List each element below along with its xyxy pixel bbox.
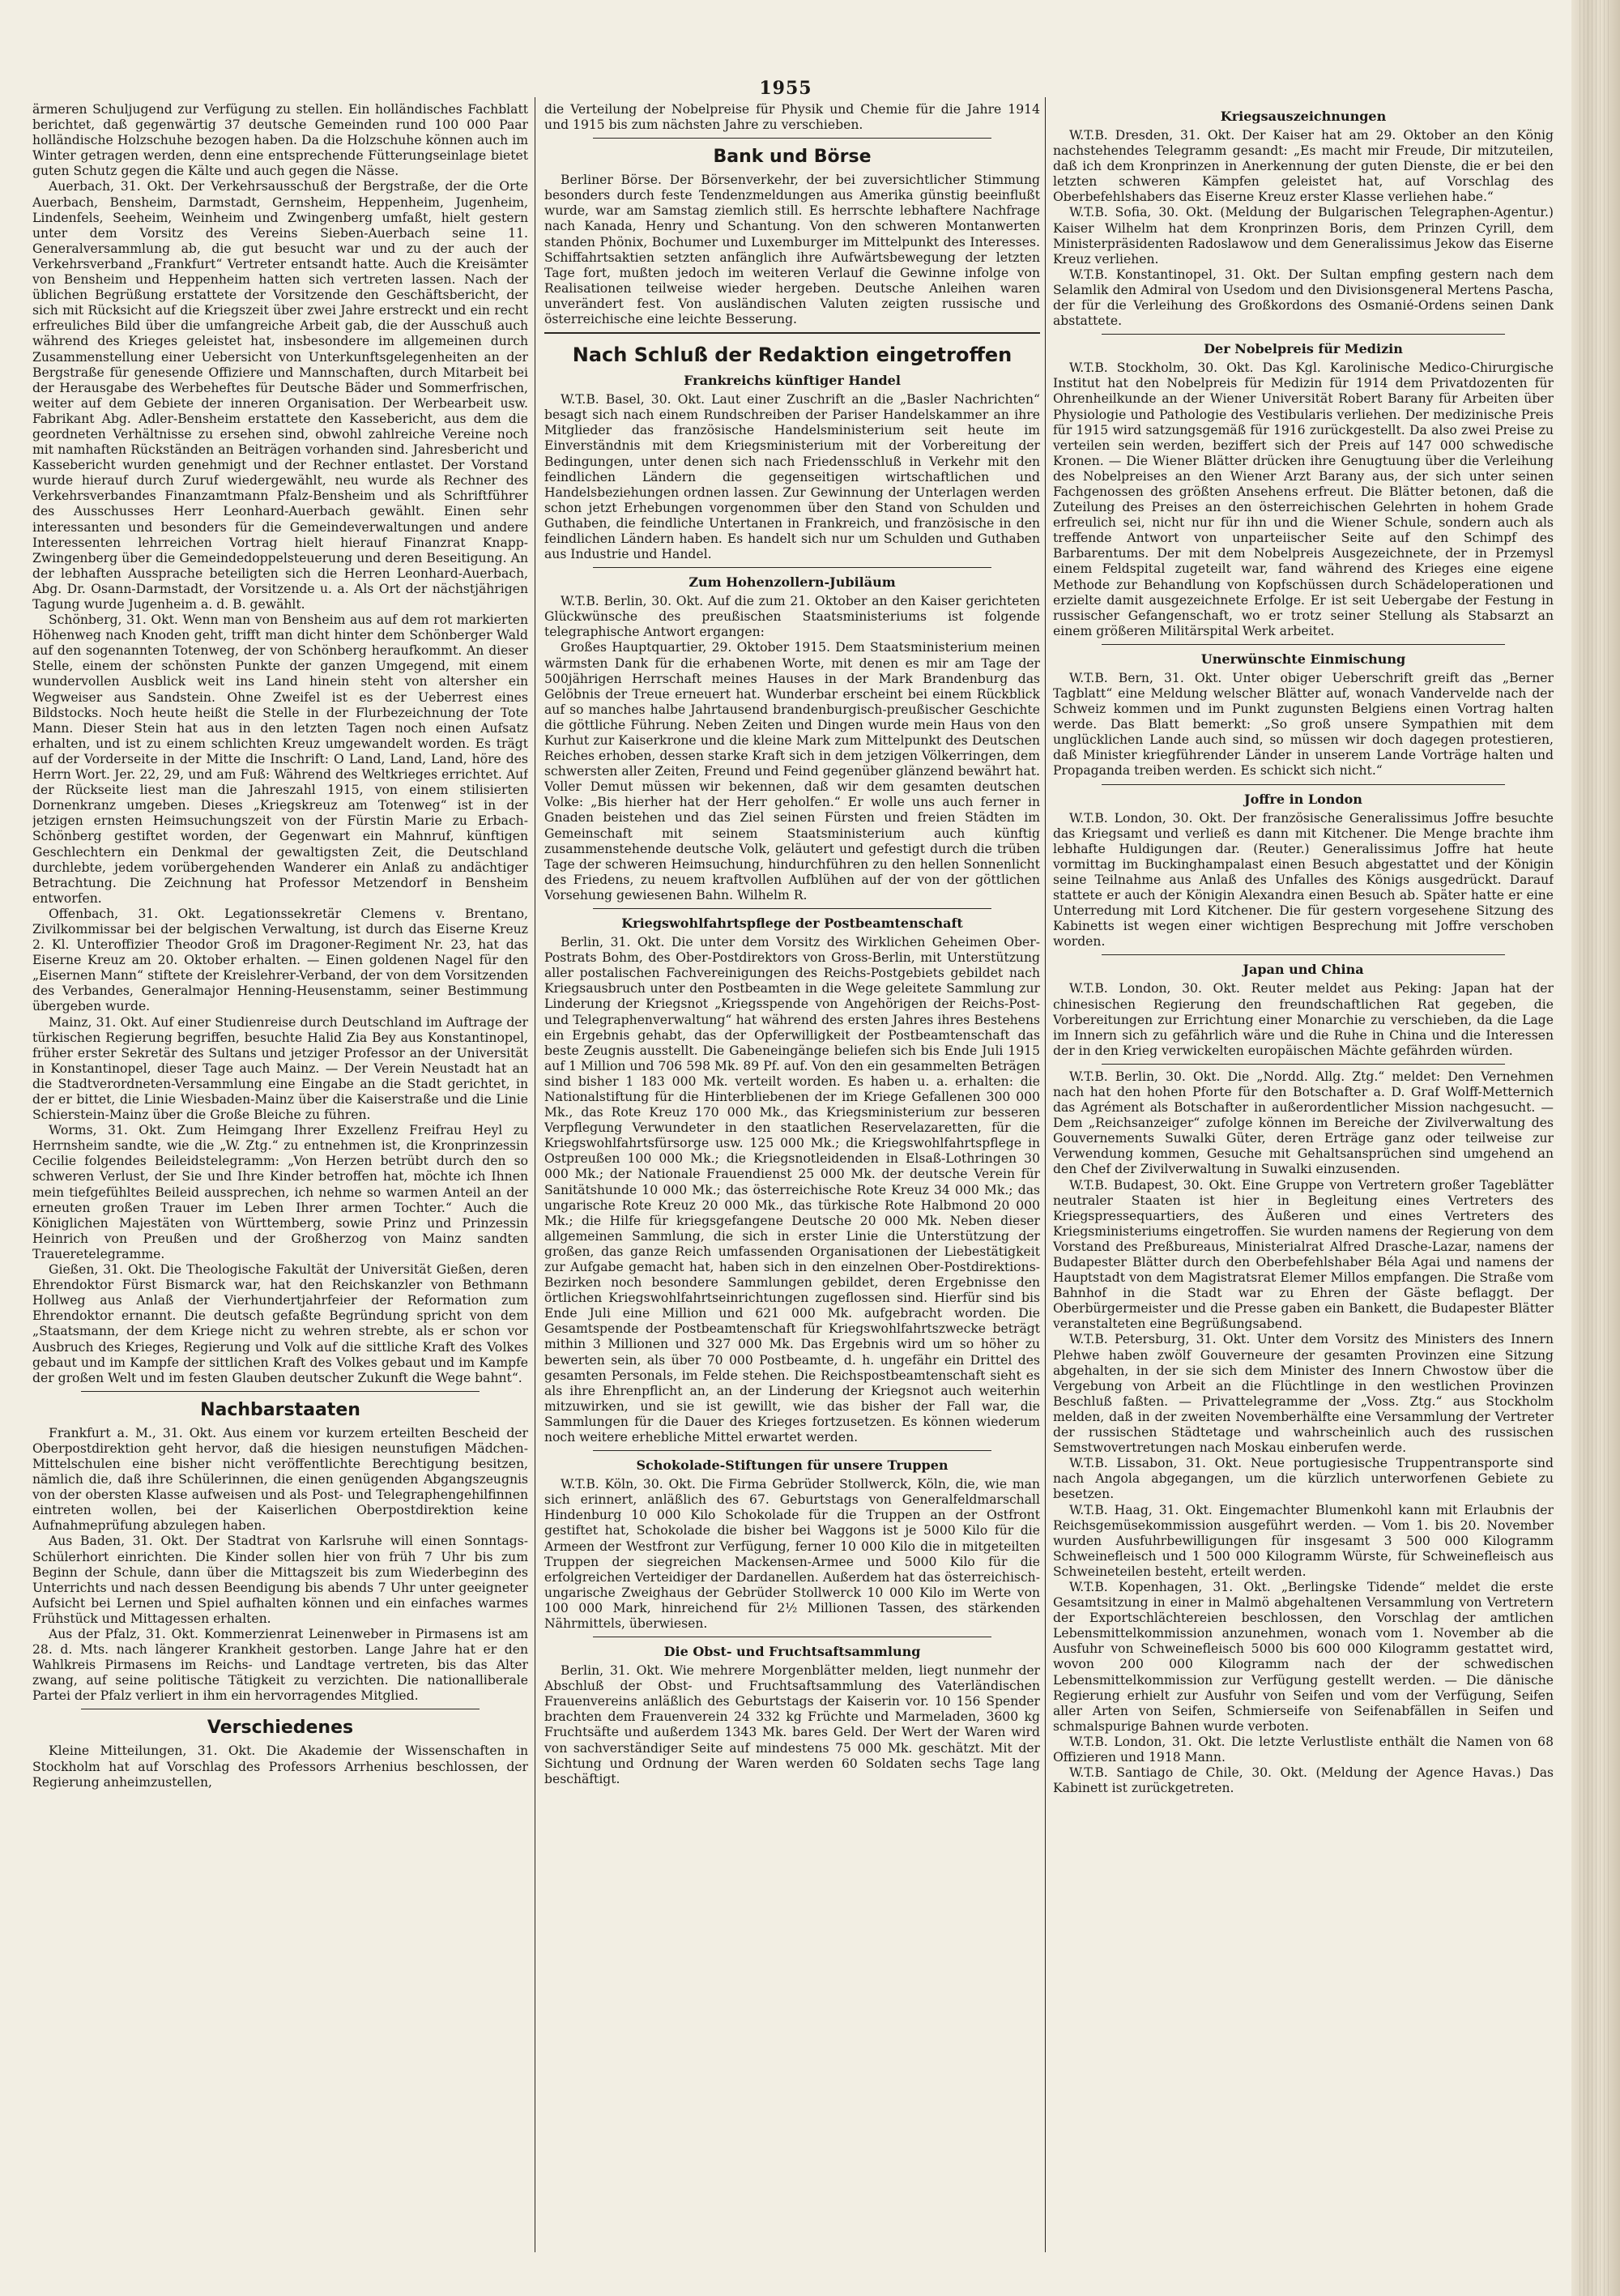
headline-nobelpreis: Der Nobelpreis für Medizin [1204,341,1403,357]
article-baden: Aus Baden, 31. Okt. Der Stadtrat von Karlsruhe will einen Sonntags-Schülerhort einrichten. Die Kinder sollen hier von früh 7 Uhr bis zum Beginn der Schule, dann über die Mittagszeit bis zum Wiederbeginn des Unterrichts und nach dessen Beendigung bis abends 7 Uhr unter geeigneter Aufsicht bei Lernen und Spiel aufhalten können und ein einfaches warmes Frühstück und Mittagessen erhalten. [32,1534,528,1626]
separator [593,908,991,909]
separator [593,138,991,139]
column-1 [32,102,528,2249]
headline-kriegswohlfahrt: Kriegswohlfahrtspflege der Postbeamtenschaft [621,915,963,932]
article-nobel-continued: die Verteilung der Nobelpreise für Physik und Chemie für die Jahre 1914 und 1915 bis zum nächsten Jahre zu verschieben. [544,102,1040,133]
article-london-joffre: W.T.B. London, 30. Okt. Der französische Generalissimus Joffre besuchte das Kriegsamt und verließ es dann mit Kitchener. Die Menge brachte ihm lebhafte Huldigungen dar. (Reuter.) Generalissimus Joffre hat heute vormittag im Buckinghampalast einen Besuch abgestattet und der Königin seine Teilnahme aus Anlaß des Unfalles des Königs ausgedrückt. Darauf stattete er auch der Königin Alexandra einen Besuch ab. Später hatte er eine Unterredung mit Lord Kitchener. Die für gestern vorgesehene Sitzung des Kabinetts ist wegen einer wichtigen Besprechung mit Joffre verschoben worden. [1053,810,1554,950]
article-haag: W.T.B. Haag, 31. Okt. Eingemachter Blumenkohl kann mit Erlaubnis der Reichsgemüsekommission ausgeführt werden. — Vom 1. bis 20. November wurden Ausfuhrbewilligungen für insgesamt 3 500 000 Kilogramm Schweinefleisch und 1 500 000 Kilogramm Würste, für Schweinefleisch aus Schweineteilen besteht, erteilt werden. [1053,1502,1554,1579]
article-mainz: Mainz, 31. Okt. Auf einer Studienreise durch Deutschland im Auftrage der türkischen Regierung begriffen, besuchte Halid Zia Bey aus Konstantinopel, früher erster Sekretär des Sultans und jetziger Professor an der Universität in Konstantinopel, dieser Tage auch Mainz. — Der Verein Neustadt hat an die Stadtverordneten-Versammlung eine Eingabe an die Stadt gerichtet, in der er bittet, die Linie Wiesbaden-Mainz über die Kaiserstraße und die Linie Schierstein-Mainz über die Große Bleiche zu führen. [32,1014,528,1123]
column-3 [1053,102,1554,2249]
section-heading-nachbarstaaten: Nachbarstaaten [200,1399,360,1420]
article-hohenzollern: W.T.B. Berlin, 30. Okt. Auf die zum 21. Oktober an den Kaiser gerichteten Glückwünsche des preußischen Staatsministeriums ist folgende telegraphische Antwort ergangen: [544,594,1040,640]
article-berliner-boerse: Berliner Börse. Der Börsenverkehr, der bei zuversichtlicher Stimmung besonders durch feste Tendenzmeldungen aus Amerika günstig beeinflußt wurde, war am Samstag ziemlich still. Es herrschte lebhaftere Nachfrage nach Kanada, Henry und Schantung. Von den schweren Montanwerten standen Phönix, Bochumer und Luxemburger im Mittelpunkt des Interesses. Schiffahrtsaktien setzten anfänglich ihre Aufwärtsbewegung der letzten Tage fort, mußten jedoch im weiteren Verlauf die Gewinne infolge von Realisationen teilweise wieder hergeben. Deutsche Anleihen waren unverändert fest. Von ausländischen Valuten zeigten russische und österreichische eine leichte Besserung. [544,173,1040,327]
section-heading-redaktion: Nach Schluß der Redaktion eingetroffen [572,344,1013,367]
headline-obst: Die Obst- und Fruchtsaftsammlung [663,1644,921,1660]
article-petersburg: W.T.B. Petersburg, 31. Okt. Unter dem Vorsitz des Ministers des Innern Plehwe haben zwölf Gouverneure der gesamten Provinzen eine Sitzung abgehalten, in der sie sich dem Minister des Innern Chwostow über die Vergebung von Arbeit an die Flüchtlinge in den westlichen Provinzen Beschluß faßten. — Privattelegramme der „Voss. Ztg.“ aus Stockholm melden, daß in der zweiten Novemberhälfte eine Versammlung der Vertreter der russischen Städtetage und wahrscheinlich auch des russischen Semstwovertretungen nach Moskau einberufen werde. [1053,1332,1554,1456]
article-schokolade: W.T.B. Köln, 30. Okt. Die Firma Gebrüder Stollwerck, Köln, die, wie man sich erinnert, anläßlich des 67. Geburtstags von Generalfeldmarschall Hindenburg 10 000 Kilo Schokolade für die Truppen an der Ostfront gestiftet hat, Schokolade die bisher bei Waggons ist je 5000 Kilo für die Armeen der Westfront zur Verfügung, ferner 10 000 Kilo die in mitgeteilten Truppen der siegreichen Mackensen-Armee und 5000 Kilo für die erfolgreichen Verteidiger der Dardanellen. Außerdem hat das österreichisch-ungarische Zweighaus der Gebrüder Stollwerck 10 000 Kilo im Werte von 100 000 Mark, hinreichend für 2½ Millionen Tassen, des stärkenden Nährmittels, überwiesen. [544,1477,1040,1631]
article-london-peking: W.T.B. London, 30. Okt. Reuter meldet aus Peking: Japan hat der chinesischen Regierung den freundschaftlichen Rat gegeben, die Vorbereitungen zur Errichtung einer Monarchie zu verschieben, da die Lage im Innern sich zu gefährlich wäre und die Ruhe in China und die Interessen der in den Krieg verwickelten europäischen Mächte gefährden würden. [1053,981,1554,1058]
article-schoenberg: Schönberg, 31. Okt. Wenn man von Bensheim aus auf dem rot markierten Höhenweg nach Knoden geht, trifft man dicht hinter dem Schönberger Wald auf den sogenannten Totenweg, der von Schönberg heraufkommt. An dieser Stelle, einem der schönsten Punkte der ganzen Umgegend, mit einem wundervollen Ausblick weit ins Land hinein steht von altersher ein Wegweiser aus Sandstein. Ohne Zweifel ist es der Ueberrest eines Bildstocks. Noch heute heißt die Stelle in der Flurbezeichnung der Tote Mann. Dieser Stein hat aus in den letzten Tagen noch einen Aufsatz erhalten, und ist zu einem schlichten Kreuz umgewandelt worden. Es trägt auf der Vorderseite in der Mitte die Inschrift: O Land, Land, Land, höre des Herrn Wort. Jer. 22, 29, und am Fuß: Während des Weltkrieges errichtet. Auf der Rückseite liest man die Jahreszahl 1915, von einem stilisierten Dornenkranz umgeben. Dieses „Kriegskreuz am Totenweg“ ist in der jetzigen ernsten Heimsuchungszeit von der Fürstin Marie zu Erbach-Schönberg gestiftet worden, der Gegenwart ein Mahnruf, künftigen Geschlechtern ein Denkmal der gewaltigsten Zeit, die Deutschland durchlebte, jedem vorübergehenden Wanderer ein Anlaß zu andächtiger Betrachtung. Die Zeichnung hat Professor Metzendorf in Bensheim entworfen. [32,612,528,906]
article-offenbach: Offenbach, 31. Okt. Legationssekretär Clemens v. Brentano, Zivilkommissar bei der belgischen Verwaltung, ist durch das Eiserne Kreuz 2. Kl. Unteroffizier Theodor Groß im Dragoner-Regiment Nr. 23, hat das Eiserne Kreuz am 20. Oktober erhalten. — Einen goldenen Nagel für den „Eisernen Mann“ stiftete der Kreislehrer-Verband, der von dem Vorsitzenden des Verbandes, Generalmajor Henning-Heusenstamm, seiner Bestimmung übergeben wurde. [32,906,528,1014]
article-auerbach: Auerbach, 31. Okt. Der Verkehrsausschuß der Bergstraße, der die Orte Auerbach, Bensheim, Darmstadt, Gernsheim, Heppenheim, Jugenheim, Lindenfels, Seeheim, Weinheim und Zwingenberg umfaßt, hielt gestern unter dem Vorsitz des Vereins Sieben-Auerbach seine 11. Generalversammlung ab, die gut besucht war und zu der auch der Verkehrsverband „Frankfurt“ Vertreter entsandt hatte. Auch die Kreisämter von Bensheim und Heppenheim hatten sich vertreten lassen. Nach der üblichen Begrüßung erstattete der Vorsitzende den Geschäftsbericht, der sich mit Rücksicht auf die Kriegszeit über zwei Jahre erstreckt und ein recht erfreuliches Bild über die umfangreiche Arbeit gab, die der Ausschuß auch während des Krieges geleistet hat, insbesondere im allgemeinen durch Zusammenstellung einer Uebersicht von Unterkunftsgelegenheiten an der Bergstraße für genesende Offiziere und Mannschaften, durch Mitarbeit bei der Herausgabe des Werbeheftes für Deutsche Bäder und Sommerfrischen, weiter auf dem Gebiete der inneren Organisation. Der Werbearbeit usw. Fabrikant Abg. Adler-Bensheim erstattete den Kassebericht, aus dem die geordneten Verhältnisse zu ersehen sind, obwohl zahlreiche Vereine noch mit namhaften Rückständen an Beiträgen vorhanden sind. Jahresbericht und Kassebericht wurden genehmigt und der Rechner entlastet. Der Vorstand wurde hierauf durch Zuruf wiedergewählt, neu wurde als Rechner des Verkehrsverbandes Finanzamtmann Pfalz-Bensheim und als Schriftführer des Ausschusses Herr Leonhard-Auerbach gewählt. Einen sehr interessanten und besonders für die Gemeindeverwaltungen und andere Interessenten lehrreichen Vortrag hielt hierauf Finanzrat Knapp-Zwingenberg über die Gemeindedoppelsteuerung und deren Beseitigung. An der lebhaften Aussprache beteiligten sich die Herren Leonhard-Auerbach, Abg. Dr. Osann-Darmstadt, der Vorsitzende u. a. Als Ort der nächstjährigen Tagung wurde Jugenheim a. d. B. gewählt. [32,179,528,612]
separator [1102,954,1505,955]
headline-frankreich: Frankreichs künftiger Handel [684,373,901,389]
article-berlin-nordd: W.T.B. Berlin, 30. Okt. Die „Nordd. Allg. Ztg.“ meldet: Den Vernehmen nach hat den hohen Pforte für den Botschafter a. D. Graf Wolff-Metternich das Agrément als Botschafter in außerordentlicher Mission nachgesucht. — Dem „Reichsanzeiger“ zufolge können im Bereiche der Zivilverwaltung des Gouvernements Suwalki Güter, deren Erträge ganz oder teilweise zur Verwendung kommen, Gesuche mit Gehaltsansprüchen sind umgehend an den Chef der Zivilverwaltung in Suwalki einzusenden. [1053,1069,1554,1177]
headline-joffre: Joffre in London [1244,791,1362,807]
separator [1102,334,1505,335]
article-obst: Berlin, 31. Okt. Wie mehrere Morgenblätter melden, liegt nunmehr der Abschluß der Obst- und Fruchtsaftsammlung des Vaterländischen Frauenvereins anläßlich des Geburtstags der Kaiserin vor. 10 156 Spender brachten dem Frauenverein 24 332 kg Früchte und Marmeladen, 3600 kg Fruchtsäfte und außerdem 1343 Mk. bares Geld. Der Wert der Waren wird von sachverständiger Seite auf mindestens 75 000 Mk. geschätzt. Mit der Sichtung und Ordnung der Waren werden 60 Soldaten sechs Tage lang beschäftigt. [544,1663,1040,1786]
column-2 [544,102,1040,2249]
section-heading-verschiedenes: Verschiedenes [207,1718,354,1739]
article-stockholm: W.T.B. Stockholm, 30. Okt. Das Kgl. Karolinische Medico-Chirurgische Institut hat den Nobelpreis für Medizin für 1914 dem Privatdozenten für Ohrenheilkunde an der Wiener Universität Robert Barany für Arbeiten über Physiologie und Pathologie des Vestibularis verliehen. Der medizinische Preis für 1915 wird satzungsgemäß für 1916 zurückgestellt. Da also zwei Preise zu verteilen sein werden, beziffert sich der Preis auf 147 000 schwedische Kronen. — Die Wiener Blätter drücken ihre Genugtuung über die Verleihung des Nobelpreises an den Wiener Arzt Barany aus, der sich unter seinen Fachgenossen des größten Ansehens erfreut. Die Blätter betonen, daß die Zuteilung des Preises an den österreichischen Gelehrten in hohem Grade erfreulich sei, nicht nur für ihn und die Wiener Schule, sondern auch als treffende Antwort von unparteiischer Seite auf den Schimpf des Barbarentums. Der mit dem Nobelpreis Ausgezeichnete, der in Przemysl einem Feldspital zugeteilt war, fand während des Krieges eine eigene Methode zur Behandlung von Kopfschüssen durch Schädeloperationen und erzielte damit ausgezeichnete Erfolge. Er ist seit Uebergabe der Festung in russischer Gefangenschaft, wo er trotz seiner Stellung als Stabsarzt an einem größeren Militärspital Werk arbeitet. [1053,361,1554,638]
page-stack-edge [1580,0,1609,2296]
separator-heavy [544,332,1040,334]
article-london-verlustliste: W.T.B. London, 31. Okt. Die letzte Verlustliste enthält die Namen von 68 Offizieren und 1918 Mann. [1053,1734,1554,1765]
article-pfalz: Aus der Pfalz, 31. Okt. Kommerzienrat Leinenweber in Pirmasens ist am 28. d. Mts. nach längerer Krankheit gestorben. Lange Jahre hat er den Wahlkreis Pirmasens im Reichs- und Landtage vertreten, bis das Alter zwang, auf seine politische Tätigkeit zu verzichten. Die nationalliberale Partei der Pfalz verliert in ihm ein hervorragendes Mitglied. [32,1627,528,1704]
article-lissabon: W.T.B. Lissabon, 31. Okt. Neue portugiesische Truppentransporte sind nach Angola abgegangen, um die kürzlich unterworfenen Gebiete zu besetzen. [1053,1456,1554,1502]
article-kleine-mitteilungen: Kleine Mitteilungen, 31. Okt. Die Akademie der Wissenschaften in Stockholm hat auf Vorschlag des Professors Arrhenius beschlossen, der Regierung anheimzustellen, [32,1743,528,1790]
headline-schokolade: Schokolade-Stiftungen für unsere Truppen [636,1457,949,1474]
headline-auszeichnungen: Kriegsauszeichnungen [1220,109,1387,124]
article-kriegswohlfahrt: Berlin, 31. Okt. Die unter dem Vorsitz des Wirklichen Geheimen Ober-Postrats Bohm, des Ober-Postdirektors von Gross-Berlin, mit Unterstützung aller postalischen Fachvereinigungen des Reichs-Postgebiets gebildet nach Kriegsausbruch unter den Postbeamten in die Wege geleitete Sammlung zur Linderung der Kriegsnot „Kriegsspende von Angehörigen der Reichs-Post- und Telegraphenverwaltung“ hat während des ersten Jahres ihres Bestehens ein Ergebnis gehabt, das der Opferwilligkeit der Postbeamtenschaft das beste Zeugnis ausstellt. Die Gabeneingänge beliefen sich bis Ende Juli 1915 auf 1 Million und 706 598 Mk. 89 Pf. auf. Von den ein gesammelten Beträgen sind bisher 1 183 000 Mk. verteilt worden. Es haben u. a. erhalten: die Nationalstiftung für die Hinterbliebenen der im Kriege Gefallenen 300 000 Mk., das Rote Kreuz 170 000 Mk., das Kriegsministerium zur besseren Verpflegung Verwundeter in den staatlichen Reservelazaretten, für die Kriegswohlfahrtsfürsorge usw. 125 000 Mk.; die Kriegswohlfahrtspflege in Ostpreußen 100 000 Mk.; die Kriegsnotleidenden in Elsaß-Lothringen 30 000 Mk.; der Nationale Frauendienst 25 000 Mk. der deutsche Verein für Sanitätshunde 10 000 Mk.; das österreichische Rote Kreuz 34 000 Mk.; das ungarische Rote Kreuz 20 000 Mk., das türkische Rote Halbmond 20 000 Mk.; die Hilfe für kriegsgefangene Deutsche 20 000 Mk. Neben dieser allgemeinen Sammlung, die sich in erster Linie die Unterstützung der großen, das ganze Reich umfassenden Organisationen der Liebestätigkeit zur Aufgabe gemacht hat, haben sich in den einzelnen Ober-Postdirektions-Bezirken noch besondere Sammlungen gebildet, deren Ergebnisse den örtlichen Kriegswohlfahrtseinrichtungen zugeflossen sind. Hierfür sind bis Ende Juli eine Million und 621 000 Mk. aufgebracht worden. Die Gesamtspende der Postbeamtenschaft für Kriegswohlfahrtszwecke beträgt mithin 3 Millionen und 327 000 Mk. Das Ergebnis wird um so höher zu bewerten sein, als über 70 000 Postbeamte, d. h. ungefähr ein Drittel des gesamten Personals, im Felde stehen. Die Reichspostbeamtenschaft sieht es als ihre Ehrenpflicht an, an der Linderung der Kriegsnot auch weiterhin mitzuwirken, und sie ist gewillt, wie das bisher der Fall war, die Sammlungen für die Dauer des Krieges fortzusetzen. Es können wiederum noch weitere erhebliche Mittel erwartet werden. [544,935,1040,1445]
column-rule-2 [1045,97,1046,2252]
headline-hohenzollern: Zum Hohenzollern-Jubiläum [688,574,896,591]
article-konstantinopel: W.T.B. Konstantinopel, 31. Okt. Der Sultan empfing gestern nach dem Selamlik den Admiral von Usedom und den Divisionsgeneral Mertens Pascha, der für die Verleihung des Großkordons des Osmanié-Ordens seinen Dank abstattete. [1053,267,1554,329]
article-frankreich: W.T.B. Basel, 30. Okt. Laut einer Zuschrift an die „Basler Nachrichten“ besagt sich nach einem Rundschreiben der Pariser Handelskammer an ihre Mitglieder das französische Handelsministerium seit heute im Einverständnis mit dem Kriegsministerium mit der Vorbereitung der Bedingungen, unter denen sich nach Friedensschluß in Verkehr mit den feindlichen Ländern die gegenseitigen wirtschaftlichen und Handelsbeziehungen ordnen lassen. Zur Gewinnung der Unterlagen werden schon jetzt Erhebungen vorgenommen über den Stand von Schulden und Guthaben, die feindliche Untertanen in Frankreich, und französische in den feindlichen Ländern haben. Es handelt sich nur um Schulden und Guthaben aus Industrie und Handel. [544,392,1040,562]
separator [593,1450,991,1451]
separator [1102,1064,1505,1065]
article-hohenzollern-telegram: Großes Hauptquartier, 29. Oktober 1915. Dem Staatsministerium meinen wärmsten Dank für die erhabenen Worte, mit denen es mir am Tage der 500jährigen Herrschaft meines Hauses in der Mark Brandenburg das Gelöbnis der Treue erneuert hat. Wunderbar erscheint bei einem Rückblick auf so manches halbe Jahrtausend brandenburgisch-preußischer Geschichte die göttliche Führung. Neben Zeiten und Dingen wurde mein Haus von den Kurhut zur Kaiserkrone und die kleine Mark zum Mittelpunkt des Deutschen Reiches erhoben, dessen starke Kraft sich in dem jetzigen Völkerringen, dem schwersten aller Zeiten, Freund und Feind gegenüber glänzend bewährt hat. Voller Demut müssen wir bekennen, daß wir dem gesamten deutschen Volke: „Bis hierher hat der Herr geholfen.“ Er wolle uns auch ferner in Gnaden beistehen und das Ziel seinen Fürsten und freien Städten im Gemeinschaft mit seinem Staatsministerium auch künftig zusammenstehende deutsche Volk, geläutert und gefestigt durch die trüben Tage der schweren Heimsuchung, hindurchführen zu den hellen Sonnenlicht des Friedens, zu neuem kraftvollen Aufblühen auf der von der göttlichen Vorsehung gewiesenen Bahn. Wilhelm R. [544,640,1040,903]
article-text: ärmeren Schuljugend zur Verfügung zu stellen. Ein holländisches Fachblatt berichtet, daß gegenwärtig 37 deutsche Gemeinden rund 100 000 Paar holländische Holzschuhe bezogen haben. Da die Holzschuhe können auch im Winter getragen werden, denn eine entsprechende Fütterungseinlage bietet guten Schutz gegen die Kälte und auch gegen die Nässe. [32,102,528,179]
article-worms: Worms, 31. Okt. Zum Heimgang Ihrer Exzellenz Freifrau Heyl zu Herrnsheim sandte, wie die „W. Ztg.“ zu entnehmen ist, die Kronprinzessin Cecilie folgendes Beileidstelegramm: „Von Herzen betrübt durch den so schweren Verlust, der Sie und Ihre Kinder betroffen hat, möchte ich Ihnen mein tiefgefühltes Beileid aussprechen, ich nehme so warmen Anteil an der erneuten großen Trauer im Leben Ihrer armen Tochter.“ Auch die Königlichen Majestäten von Württemberg, sowie Prinz und Prinzessin Heinrich von Preußen und der Großherzog von Mainz sandten Traueretelegramme. [32,1123,528,1261]
article-bern: W.T.B. Bern, 31. Okt. Unter obiger Ueberschrift greift das „Berner Tagblatt“ eine Meldung welscher Blätter auf, wonach Vandervelde nach der Schweiz kommen und im Punkt zugunsten Belgiens einen Vortrag halten werde. Das Blatt bemerkt: „So groß unsere Sympathien mit dem unglücklichen Lande auch sind, so müssen wir doch dagegen protestieren, daß Minister kriegführender Länder in unserem Lande Vorträge halten und Propaganda treiben werden. Es schickt sich nicht.“ [1053,670,1554,779]
separator [1102,644,1505,645]
article-dresden: W.T.B. Dresden, 31. Okt. Der Kaiser hat am 29. Oktober an den König nachstehendes Telegramm gesandt: „Es macht mir Freude, Dir mitzuteilen, daß ich dem Kronprinzen in Anerkennung der guten Dienste, die er bei den letzten schweren Kämpfen geleistet hat, auf Vorschlag des Oberbefehlshabers das Eiserne Kreuz erster Klasse verliehen habe.“ [1053,128,1554,205]
article-budapest: W.T.B. Budapest, 30. Okt. Eine Gruppe von Vertretern großer Tageblätter neutraler Staaten ist hier in Begleitung eines Vertreters des Kriegspressequartiers, des Äußeren und eines Vertreters des Kriegsministeriums eingetroffen. Sie wurden namens der Regierung von dem Vorstand des Preßbureaus, Ministerialrat Alfred Drasche-Lazar, namens der Budapester Blätter durch den Oberbefehlshaber Béla Agai und namens der Hauptstadt von dem Magistratsrat Elemer Millos empfangen. Die Straße vom Bahnhof in die Stadt war zu Ehren der Gäste beflaggt. Der Oberbürgermeister und die Presse gaben ein Bankett, die Budapester Blätter veranstalteten eine Begrüßungsabend. [1053,1177,1554,1332]
article-kopenhagen: W.T.B. Kopenhagen, 31. Okt. „Berlingske Tidende“ meldet die erste Gesamtsitzung in einer in Malmö abgehaltenen Versammlung von Vertretern der Exportschlächtereien beschlossen, den Vorschlag der amtlichen Lebensmittelkommission anzunehmen, wonach vom 1. November ab die Ausfuhr von Schweinefleisch 5000 bis 600 000 Kilogramm gestattet wird, wovon 200 000 Kilogramm nach der der schwedischen Lebensmittelkommission zur Verfügung gestellt werden. — Die dänische Regierung erhielt zur Ausfuhr von Seifen und vom der Verfügung, Seifen aller Arten von Seifen, Schmierseife von Seifenabfällen in Seifen und schmalspurige Bahnen wurde verboten. [1053,1579,1554,1734]
section-heading-bank: Bank und Börse [713,147,872,168]
separator [593,567,991,568]
article-sofia: W.T.B. Sofia, 30. Okt. (Meldung der Bulgarischen Telegraphen-Agentur.) Kaiser Wilhelm hat dem Kronprinzen Boris, dem Prinzen Cyrill, dem Ministerpräsidenten Radoslawow und dem Generalissimus Jekow das Eiserne Kreuz verliehen. [1053,205,1554,267]
headline-japan: Japan und China [1243,962,1364,978]
headline-einmischung: Unerwünschte Einmischung [1200,651,1406,667]
separator [81,1391,480,1392]
article-santiago: W.T.B. Santiago de Chile, 30. Okt. (Meldung der Agence Havas.) Das Kabinett ist zurückgetreten. [1053,1765,1554,1796]
article-giessen: Gießen, 31. Okt. Die Theologische Fakultät der Universität Gießen, deren Ehrendoktor Fürst Bismarck war, hat den Reichskanzler von Bethmann Hollweg aus Anlaß der Vierhundertjahrfeier der Reformation zum Ehrendoktor ernannt. Die deutsch gefaßte Begründung spricht von dem „Staatsmann, der dem Kriege nicht zu wehren strebte, als er schon vor Ausbruch des Krieges, Regierung und Volk auf die sittliche Kraft des Volkes gebaut und im Kampfe der sittlichen Kraft des Volkes gebaut und im Kampfe der großen Welt und im festen Glauben deutscher Zukunft die Wege bahnt“. [32,1262,528,1385]
separator [1102,784,1505,785]
article-frankfurt: Frankfurt a. M., 31. Okt. Aus einem vor kurzem erteilten Bescheid der Oberpostdirektion geht hervor, daß die hiesigen neunstufigen Mädchen-Mittelschulen eine bisher nicht veröffentlichte Berechtigung besitzen, nämlich die, daß ihre Schülerinnen, die einen genügenden Abgangszeugnis von der obersten Klasse aufweisen und als Post- und Telegraphengehilfinnen eintreten wollen, bei der Kaiserlichen Oberpostdirektion keine Aufnahmeprüfung abzulegen haben. [32,1425,528,1534]
page-number: 1955 [759,78,812,99]
